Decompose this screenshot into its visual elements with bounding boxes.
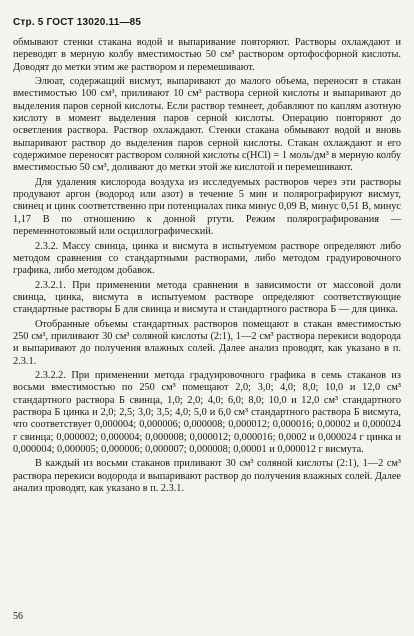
paragraph-continuation: обмывают стенки стакана водой и выпаривание повторяют. Растворы охлаждают и переводят в мерную колбу вместимостью 50 см³ раствором ортофосфорной кислоты. Доводят до метки этим же раствором и перемешивают. [13, 37, 401, 73]
paragraph-section-2-3-2-1: 2.3.2.1. При применении метода сравнения в зависимости от массовой доли свинца, цинка, висмута в испытуемом растворе определяют соответствующие стандартные растворы Б для свинца и висмута и стандартного раствора Б — для цинка. [13, 279, 401, 316]
page-header: Стр. 5 ГОСТ 13020.11—85 [13, 17, 142, 28]
paragraph-standard-solutions: Отобранные объемы стандартных растворов помещают в стакан вместимостью 250 см³, приливают 30 см³ соляной кислоты (2:1), 1—2 см³ раствора перекиси водорода и выпаривают до получения влажных солей. Далее анализ проводят, как указано в п. 2.3.1. [13, 318, 401, 367]
paragraph-oxygen-removal: Для удаления кислорода воздуха из исследуемых растворов через эти растворы продувают аргон (водород или азот) в течение 5 мин и полярографируют висмут, свинец и цинк соответственно при потенциалах пика минус 0,09 В, минус 0,51 В, минус 1,17 В по отношению к донной ртути. Режим полярографирования — переменнотоковый или осциллографический. [13, 176, 401, 238]
paragraph-eluate-bismuth: Элюат, содержащий висмут, выпаривают до малого объема, переносят в стакан вместимостью 100 см³, приливают 10 см³ раствора серной кислоты и выпаривают до выделения паров серной кислоты. Если раствор темнеет, добавляют по каплям азотную кислоту в момент выделения паров серной кислоты. Операцию повторяют до осветления раствора. Раствор охлаждают. Стенки стакана обмывают водой и вновь выпаривают раствор до выделения паров серной кислоты. Стакан охлаждают и его содержимое переносят раствором соляной кислоты c(HCl) = 1 моль/дм³ в мерную колбу вместимостью 50 см³, доливают до метки этой же кислотой и перемешивают. [13, 76, 401, 174]
paragraph-eight-beakers: В каждый из восьми стаканов приливают 30 см³ соляной кислоты (2:1), 1—2 см³ раствора перекиси водорода и выпаривают раствор до получения влажных солей. Далее анализ проводят, как указано в п. 2.3.1. [13, 458, 401, 495]
paragraph-section-2-3-2-2: 2.3.2.2. При применении метода градуировочного графика в семь стаканов из восьми вместимостью по 250 см³ помещают 2,0; 3,0; 4,0; 8,0; 10,0 и 12,0 см³ стандартного раствора Б свинца, 1,0; 2,0; 4,0; 6,0; 8,0; 10,0 и 12,0 см³ стандартного раствора Б цинка и 2,0; 2,5; 3,0; 3,5; 4,0; 5,0 и 6,0 см³ стандартного раствора Б висмута, что соответствует 0,000004; 0,000006; 0,000008; 0,000012; 0,000016; 0,00002 и 0,000024 г свинца; 0,000002; 0,000004; 0,000008; 0,000012; 0,000016; 0,0002 и 0,000024 г цинка и 0,000004; 0,000005; 0,000006; 0,000007; 0,000008; 0,00001 и 0,000012 г висмута. [13, 369, 401, 455]
paragraph-section-2-3-2: 2.3.2. Массу свинца, цинка и висмута в испытуемом растворе определяют либо методом сравнения со стандартными растворами, либо методом градуировочного графика, либо методом добавок. [13, 240, 401, 277]
document-body [13, 37, 401, 497]
page-number: 56 [13, 611, 23, 622]
